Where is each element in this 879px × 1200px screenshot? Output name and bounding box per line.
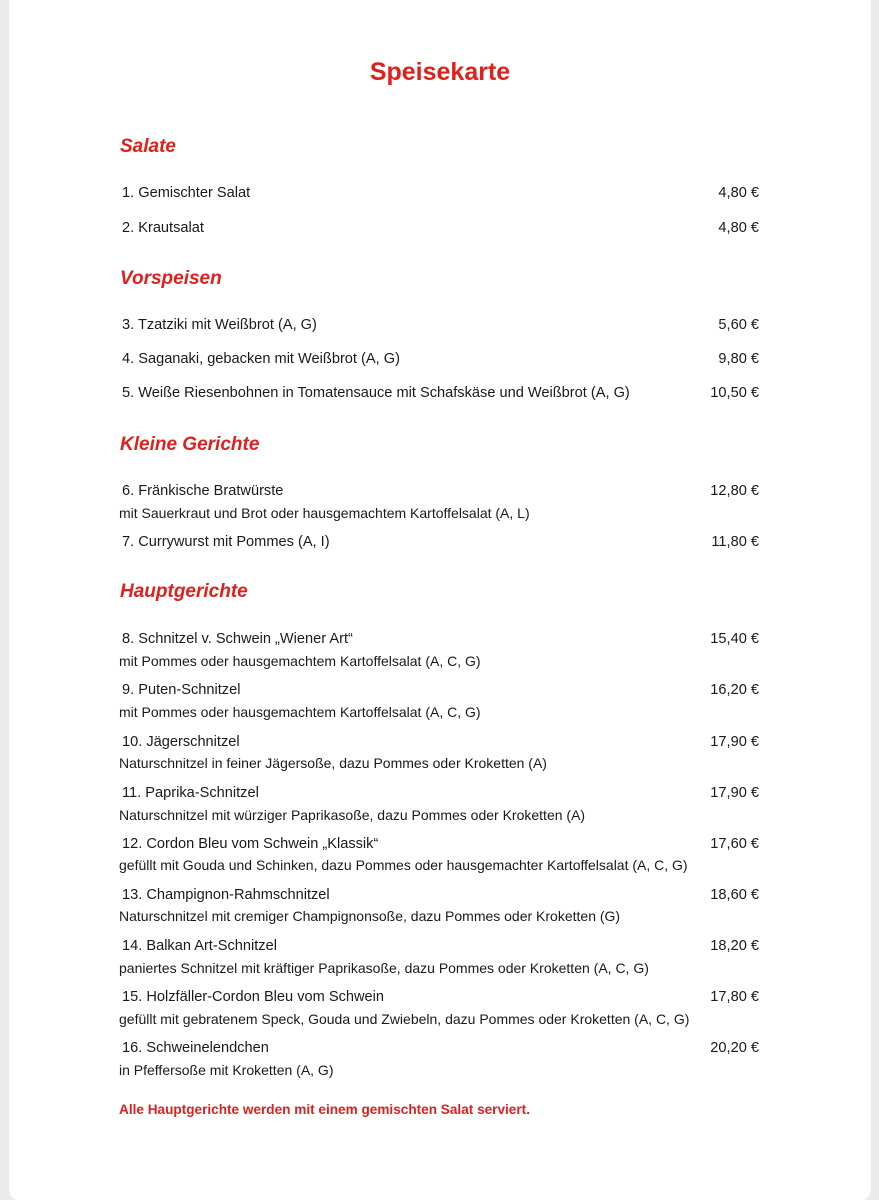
menu-item-price: 9,80 € <box>718 351 759 367</box>
menu-item-name: 8. Schnitzel v. Schwein „Wiener Art“ <box>122 631 353 647</box>
menu-item-price: 4,80 € <box>718 185 759 201</box>
menu-item-price: 10,50 € <box>710 385 759 401</box>
menu-item-name: 3. Tzatziki mit Weißbrot (A, G) <box>122 317 317 333</box>
menu-item-price: 17,90 € <box>710 734 759 750</box>
menu-item-name: 4. Saganaki, gebacken mit Weißbrot (A, G) <box>122 351 400 367</box>
menu-item-name: 16. Schweinelendchen <box>122 1040 269 1056</box>
menu-item-description: gefüllt mit gebratenem Speck, Gouda und Zwiebeln, dazu Pommes oder Kroketten (A, C, G) <box>119 1011 690 1027</box>
section-title-vorspeisen: Vorspeisen <box>120 268 222 289</box>
menu-item-name: 6. Fränkische Bratwürste <box>122 483 284 499</box>
section-title-hauptgerichte: Hauptgerichte <box>120 581 248 602</box>
menu-item-price: 12,80 € <box>710 483 759 499</box>
menu-page <box>9 0 871 1200</box>
menu-item-description: mit Pommes oder hausgemachtem Kartoffelsalat (A, C, G) <box>119 653 481 669</box>
menu-item-price: 16,20 € <box>710 682 759 698</box>
menu-item-description: Naturschnitzel in feiner Jägersoße, dazu Pommes oder Kroketten (A) <box>119 755 547 771</box>
menu-item-name: 2. Krautsalat <box>122 220 204 236</box>
menu-item-price: 20,20 € <box>710 1040 759 1056</box>
footnote: Alle Hauptgerichte werden mit einem gemischten Salat serviert. <box>119 1102 530 1117</box>
menu-item-name: 12. Cordon Bleu vom Schwein „Klassik“ <box>122 836 379 852</box>
menu-item-description: Naturschnitzel mit cremiger Champignonsoße, dazu Pommes oder Kroketten (G) <box>119 908 621 924</box>
menu-item-name: 13. Champignon-Rahmschnitzel <box>122 887 330 903</box>
section-title-kleine-gerichte: Kleine Gerichte <box>120 434 260 455</box>
menu-item-name: 5. Weiße Riesenbohnen in Tomatensauce mit Schafskäse und Weißbrot (A, G) <box>122 385 630 401</box>
menu-item-name: 15. Holzfäller-Cordon Bleu vom Schwein <box>122 989 384 1005</box>
menu-item-price: 5,60 € <box>718 317 759 333</box>
menu-item-price: 17,60 € <box>710 836 759 852</box>
menu-item-price: 17,90 € <box>710 785 759 801</box>
menu-item-name: 10. Jägerschnitzel <box>122 734 240 750</box>
menu-item-price: 18,60 € <box>710 887 759 903</box>
menu-item-description: gefüllt mit Gouda und Schinken, dazu Pommes oder hausgemachter Kartoffelsalat (A, C, G) <box>119 857 688 873</box>
menu-item-description: mit Sauerkraut und Brot oder hausgemachtem Kartoffelsalat (A, L) <box>119 505 530 521</box>
menu-item-name: 9. Puten-Schnitzel <box>122 682 241 698</box>
menu-item-price: 4,80 € <box>718 220 759 236</box>
menu-item-name: 7. Currywurst mit Pommes (A, I) <box>122 534 330 550</box>
menu-item-price: 18,20 € <box>710 938 759 954</box>
page-title: Speisekarte <box>369 58 511 86</box>
menu-item-description: Naturschnitzel mit würziger Paprikasoße, dazu Pommes oder Kroketten (A) <box>119 807 586 823</box>
menu-item-name: 1. Gemischter Salat <box>122 185 251 201</box>
menu-item-name: 14. Balkan Art-Schnitzel <box>122 938 277 954</box>
menu-item-description: mit Pommes oder hausgemachtem Kartoffelsalat (A, C, G) <box>119 704 481 720</box>
menu-item-description: in Pfeffersoße mit Kroketten (A, G) <box>119 1062 334 1078</box>
menu-item-name: 11. Paprika-Schnitzel <box>122 785 259 801</box>
menu-item-price: 15,40 € <box>710 631 759 647</box>
menu-item-price: 11,80 € <box>711 534 759 550</box>
menu-item-description: paniertes Schnitzel mit kräftiger Paprikasoße, dazu Pommes oder Kroketten (A, C, G) <box>119 960 649 976</box>
menu-item-price: 17,80 € <box>710 989 759 1005</box>
section-title-salate: Salate <box>120 136 176 157</box>
